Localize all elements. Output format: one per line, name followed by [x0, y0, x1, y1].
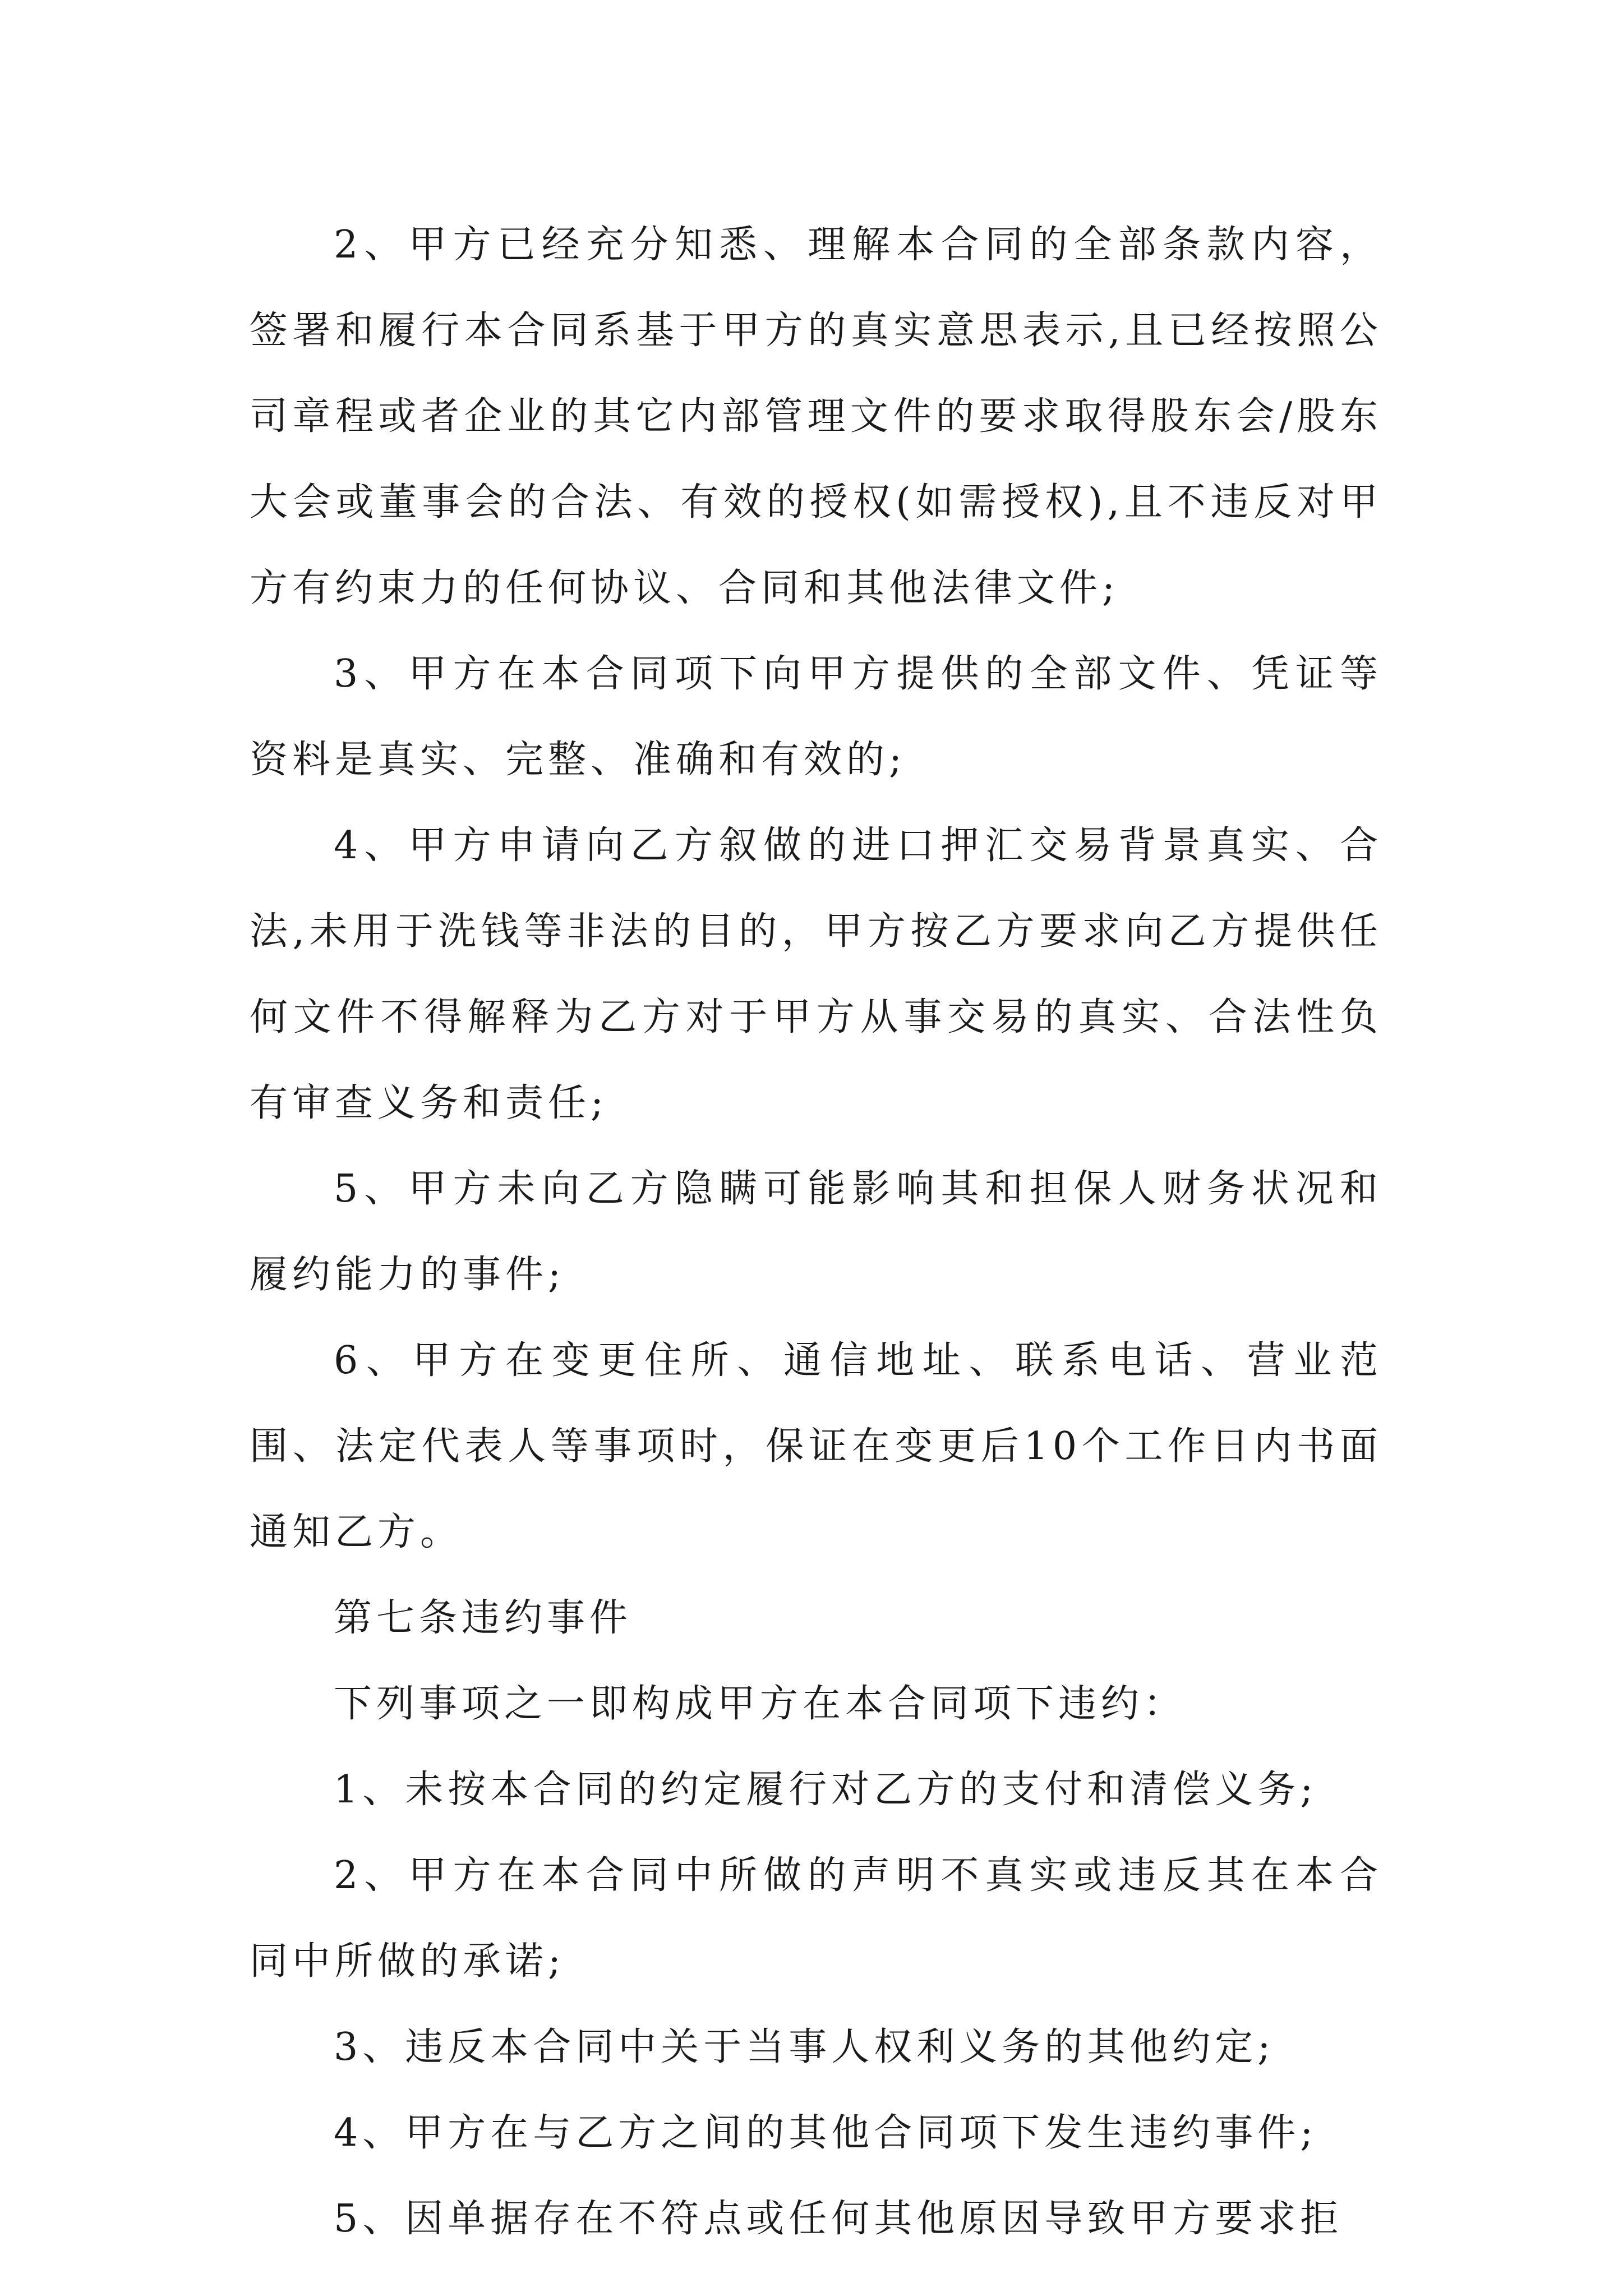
- paragraph-clause-5: 5、甲方未向乙方隐瞒可能影响其和担保人财务状况和履约能力的事件;: [250, 1167, 1382, 1297]
- paragraph-clause-6: 6、甲方在变更住所、通信地址、联系电话、营业范围、法定代表人等事项时，保证在变更后10个工作日内书面通知乙方。: [250, 1338, 1382, 1554]
- default-item-3: 3、违反本合同中关于当事人权利义务的其他约定;: [334, 2025, 1275, 2069]
- document-body: [250, 202, 1382, 2262]
- default-item-4: 4、甲方在与乙方之间的其他合同项下发生违约事件;: [334, 2111, 1318, 2155]
- default-item-1: 1、未按本合同的约定履行对乙方的支付和清偿义务;: [334, 1768, 1318, 1812]
- paragraph-clause-2: 2、甲方已经充分知悉、理解本合同的全部条款内容，签署和履行本合同系基于甲方的真实意思表示,且已经按照公司章程或者企业的其它内部管理文件的要求取得股东会/股东大会或董事会的合法、有效的授权(如需授权),且不违反对甲方有约束力的任何协议、合同和其他法律文件;: [250, 223, 1382, 610]
- article-intro: 下列事项之一即构成甲方在本合同项下违约：: [334, 1682, 1187, 1726]
- article-heading: 第七条违约事件: [334, 1596, 633, 1640]
- paragraph-clause-4: 4、甲方申请向乙方叙做的进口押汇交易背景真实、合法,未用于洗钱等非法的目的，甲方按乙方要求向乙方提供任何文件不得解释为乙方对于甲方从事交易的真实、合法性负有审查义务和责任;: [250, 823, 1382, 1125]
- default-item-2: 2、甲方在本合同中所做的声明不真实或违反其在本合同中所做的承诺;: [250, 1853, 1382, 1984]
- default-item-5: 5、因单据存在不符点或任何其他原因导致甲方要求拒: [334, 2197, 1343, 2241]
- paragraph-clause-3: 3、甲方在本合同项下向甲方提供的全部文件、凭证等资料是真实、完整、准确和有效的;: [250, 652, 1382, 782]
